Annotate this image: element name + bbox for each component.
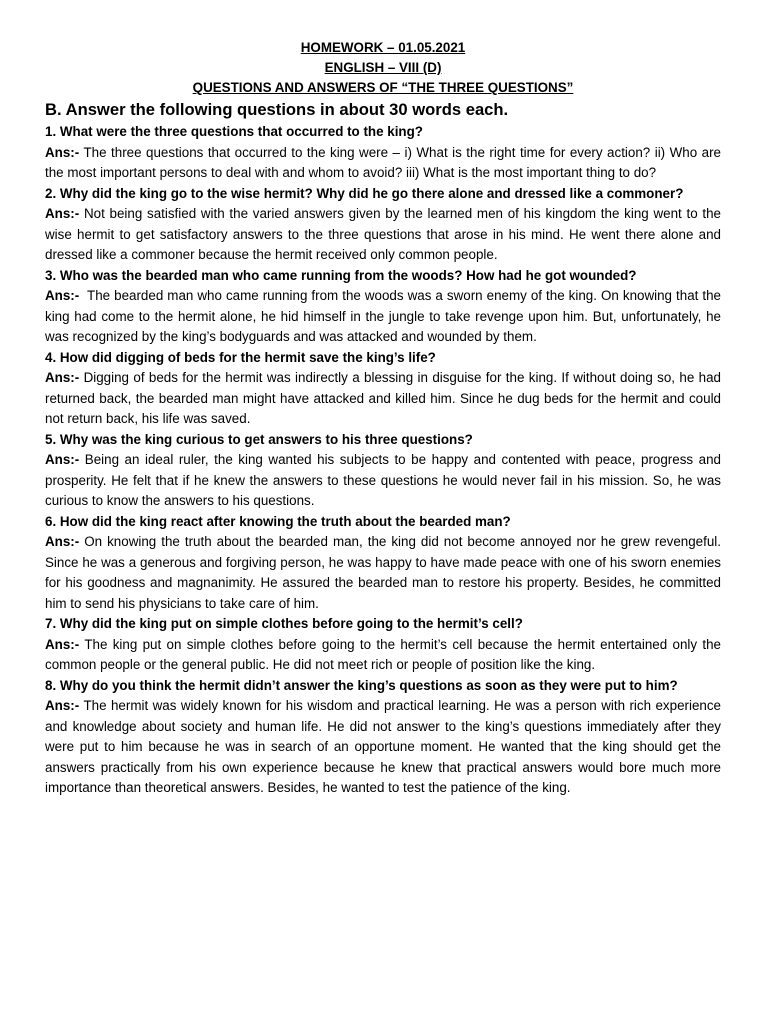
question-6: 6. How did the king react after knowing the truth about the bearded man? [45,513,511,529]
section-instruction: B. Answer the following questions in about 30 words each. [45,100,509,119]
class-heading: ENGLISH – VIII (D) [324,60,442,75]
question-2: 2. Why did the king go to the wise hermit? Why did he go there alone and dressed like a commoner? [45,185,684,201]
question-1: 1. What were the three questions that occurred to the king? [45,124,423,139]
ans-label: Ans:- [45,452,80,467]
qa-item-2 [45,184,721,266]
question-3: 3. Who was the bearded man who came running from the woods? How had he got wounded? [45,267,637,283]
qa-item-3 [45,266,721,348]
answer-text: The bearded man who came running from the woods was a sworn enemy of the king. On knowing that the king had come to the hermit alone, he hid himself in the jungle to take revenge upon him. But, unfortunately, he was recognized by the king’s bodyguards and was attacked and wounded by them. [45,288,722,344]
answer-8 [45,696,721,799]
ans-label: Ans:- [45,370,80,385]
question-5: 5. Why was the king curious to get answers to his three questions? [45,431,473,447]
qa-item-5 [45,430,721,512]
answer-2 [45,204,721,266]
question-8: 8. Why do you think the hermit didn’t answer the king’s questions as soon as they were put to him? [45,677,678,693]
homework-date-heading: HOMEWORK – 01.05.2021 [300,40,466,55]
answer-5 [45,450,721,512]
question-7: 7. Why did the king put on simple clothes before going to the hermit’s cell? [45,616,523,631]
answer-text: Not being satisfied with the varied answers given by the learned men of his kingdom the king went to the wise hermit to get satisfactory answers to the three questions that arose in his mind. He went there alone and dressed like a commoner because the hermit received only common people. [45,206,721,262]
ans-label: Ans:- [45,698,80,713]
ans-label: Ans:- [45,534,80,549]
answer-text: Being an ideal ruler, the king wanted his subjects to be happy and contented with peace, progress and prosperity. He felt that if he knew the answers to these questions he would never fail in his mission. So, he was curious to know the answers to his questions. [45,452,721,508]
answer-1 [45,143,721,184]
answer-text: The hermit was widely known for his wisdom and practical learning. He was a person with rich experience and knowledge about society and human life. He did not answer to the king’s questions immediately after they were put to him because he was in search of an opportune moment. He wanted that the king should get the answers practically from his own experience because he knew that practical answers would bore much more importance than theoretical answers. Besides, he wanted to test the patience of the king. [45,698,721,795]
question-4: 4. How did digging of beds for the hermit save the king’s life? [45,349,436,365]
qa-item-1 [45,122,721,184]
qa-item-4 [45,348,721,430]
answer-7 [45,635,721,676]
qa-item-8 [45,676,721,799]
answer-3 [45,286,721,348]
ans-label: Ans:- [45,636,80,652]
answer-4 [45,368,721,430]
document-title: QUESTIONS AND ANSWERS OF “THE THREE QUESTIONS” [192,80,574,95]
answer-text: The three questions that occurred to the king were – i) What is the right time for every action? ii) Who are the most important persons to deal with and whom to avoid? iii) What is the most important thing to do? [45,144,721,180]
qa-item-7 [45,614,721,676]
ans-label: Ans:- [45,144,80,160]
answer-text: The king put on simple clothes before going to the hermit’s cell because the hermit entertained only the common people or the general public. He did not meet rich or people of position like the king. [45,636,721,672]
answer-text: On knowing the truth about the bearded man, the king did not become annoyed nor he grew revengeful. Since he was a generous and forgiving person, he was happy to have made peace with one of his sworn enemies for his goodness and magnanimity. He assured the bearded man to restore his property. Besides, he committed him to send his physicians to take care of him. [45,534,721,611]
qa-item-6 [45,512,721,615]
document-page [45,38,721,799]
answer-text: Digging of beds for the hermit was indirectly a blessing in disguise for the king. If without doing so, he had returned back, the bearded man might have attacked and killed him. Since he dug beds for the hermit and could not return back, his life was saved. [45,370,721,426]
ans-label: Ans:- [45,206,80,221]
answer-6 [45,532,721,614]
qa-list [45,122,721,799]
ans-label: Ans:- [45,288,80,303]
